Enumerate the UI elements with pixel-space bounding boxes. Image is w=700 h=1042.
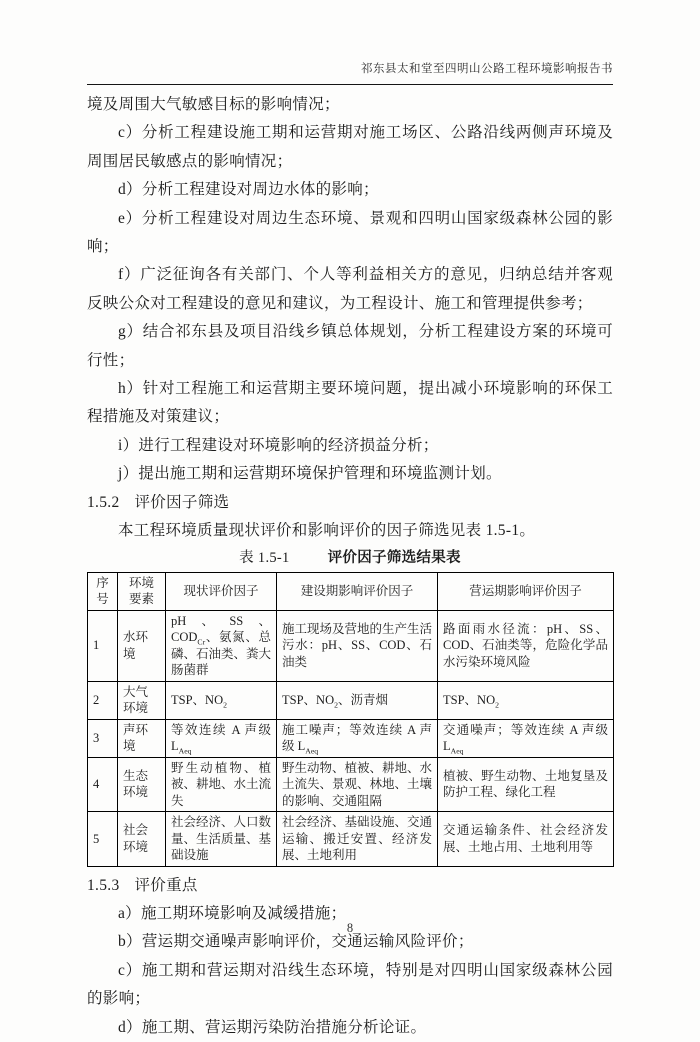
objective-item-h: h）针对工程施工和运营期主要环境问题，提出减小环境影响的环保工程措施及对策建议； (87, 380, 613, 426)
objective-item-c: c）分析工程建设施工期和运营期对施工场区、公路沿线两侧声环境及周围居民敏感点的影响情况； (87, 124, 613, 170)
table-caption-title: 评价因子筛选结果表 (327, 549, 461, 566)
cell-operation: 路面雨水径流：pH、SS、COD、石油类等，危险化学品水污染环境风险 (438, 610, 614, 681)
section-number: 1.5.3 (87, 876, 120, 894)
section-title: 评价重点 (134, 876, 198, 894)
focus-item-c: c）施工期和营运期对沿线生态环境，特别是对四明山国家级森林公园的影响； (87, 961, 613, 1008)
cell-operation: 交通噪声；等效连续 A 声级 $L_{Aeq}$ (438, 719, 614, 757)
section-heading-1-5-3 (87, 872, 613, 900)
cell-seq: 5 (88, 812, 118, 867)
section-heading-1-5-2 (87, 489, 613, 517)
table-row (88, 719, 614, 757)
cell-element: 水环 境 (118, 610, 166, 681)
table-header-row (88, 572, 614, 610)
continuation-paragraph: 境及周围大气敏感目标的影响情况； (87, 96, 340, 113)
objective-item-g: g）结合祁东县及项目沿线乡镇总体规划，分析工程建设方案的环境可行性； (87, 323, 613, 369)
header-rule (87, 84, 613, 85)
factor-screening-table (87, 572, 614, 867)
cell-construction: 野生动物、植被、耕地、水土流失、景观、林地、土壤的影响、交通阻隔 (277, 757, 438, 812)
cell-construction: 社会经济、基础设施、交通运输、搬迁安置、经济发展、土地利用 (277, 812, 438, 867)
col-header-operation-factors: 营运期影响评价因子 (438, 572, 614, 610)
cell-operation: 交通运输条件、社会经济发展、土地占用、土地利用等 (438, 812, 614, 867)
cell-current: 野生动植物、植被、耕地、水土流失 (166, 757, 277, 812)
cell-current: pH、SS、$COD_{Cr}$、氨氮、总磷、石油类、粪大肠菌群 (166, 610, 277, 681)
cell-operation: 植被、野生动物、土地复垦及防护工程、绿化工程 (438, 757, 614, 812)
cell-construction: 施工噪声；等效连续 A 声级 $L_{Aeq}$ (277, 719, 438, 757)
table-caption (87, 548, 613, 569)
table-row (88, 757, 614, 812)
cell-construction: TSP、$NO_2$、沥青烟 (277, 681, 438, 719)
section-number: 1.5.2 (87, 493, 120, 511)
section-title: 评价因子筛选 (134, 493, 230, 511)
col-header-current-factors: 现状评价因子 (166, 572, 277, 610)
cell-element: 生态 环境 (118, 757, 166, 812)
cell-construction: 施工现场及营地的生产生活污水：pH、SS、COD、石油类 (277, 610, 438, 681)
cell-seq: 2 (88, 681, 118, 719)
col-header-seq: 序 号 (88, 572, 118, 610)
document-body (87, 91, 613, 1042)
col-header-construction-factors: 建设期影响评价因子 (277, 572, 438, 610)
table-row (88, 812, 614, 867)
objective-item-d: d）分析工程建设对周边水体的影响； (118, 181, 379, 199)
cell-element: 声环 境 (118, 719, 166, 757)
cell-seq: 1 (88, 610, 118, 681)
col-header-element: 环境 要素 (118, 572, 166, 610)
page-number: 8 (346, 921, 354, 935)
section-1-5-2-intro: 本工程环境质量现状评价和影响评价的因子筛选见表 1.5-1。 (118, 522, 536, 540)
cell-seq: 3 (88, 719, 118, 757)
table-row (88, 681, 614, 719)
objective-item-f: f）广泛征询各有关部门、个人等利益相关方的意见，归纳总结并客观反映公众对工程建设的意见和建议，为工程设计、施工和管理提供参考； (87, 266, 613, 312)
cell-operation: TSP、$NO_2$ (438, 681, 614, 719)
objective-item-e: e）分析工程建设对周边生态环境、景观和四明山国家级森林公园的影响； (87, 209, 613, 256)
cell-seq: 4 (88, 757, 118, 812)
objective-item-j: j）提出施工期和运营期环境保护管理和环境监测计划。 (118, 465, 502, 483)
cell-current: 等效连续 A 声级 $L_{Aeq}$ (166, 719, 277, 757)
focus-item-a: a）施工期环境影响及减缓措施； (118, 904, 347, 922)
cell-current: TSP、$NO_2$ (166, 681, 277, 719)
cell-element: 大气 环境 (118, 681, 166, 719)
objective-item-i: i）进行工程建设对环境影响的经济损益分析； (118, 436, 439, 454)
cell-element: 社会 环境 (118, 812, 166, 867)
table-caption-label: 表 1.5-1 (239, 549, 290, 566)
focus-item-b: b）营运期交通噪声影响评价，交通运输风险评价； (118, 933, 474, 951)
focus-item-d: d）施工期、营运期污染防治措施分析论证。 (118, 1018, 427, 1036)
cell-current: 社会经济、人口数量、生活质量、基础设施 (166, 812, 277, 867)
page-header-title: 祁东县太和堂至四明山公路工程环境影响报告书 (361, 63, 613, 75)
table-row (88, 610, 614, 681)
